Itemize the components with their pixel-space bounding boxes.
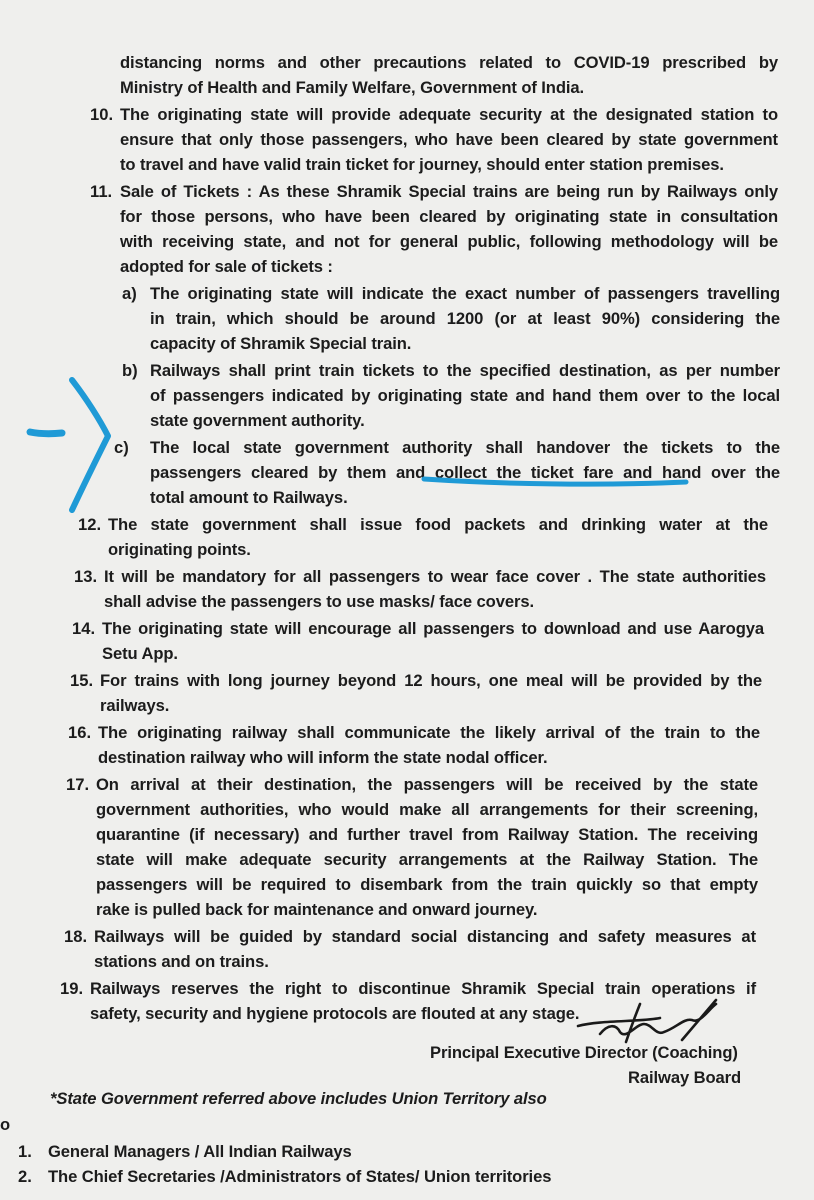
item-11-line-1-rest: As these Shramik Special trains are being run by Railways only xyxy=(252,182,778,201)
distribution-2-number: 2. xyxy=(18,1167,32,1186)
item-17-line-2: government authorities, who would make all arrangements for their screening, xyxy=(96,800,758,819)
marker-chevron xyxy=(72,380,108,510)
sub-b-line-2: of passengers indicated by originating state and hand them over to the local xyxy=(150,386,780,405)
sub-c-label: c) xyxy=(114,438,129,457)
item-12-number: 12. xyxy=(78,515,102,534)
signature-title: Principal Executive Director (Coaching) xyxy=(430,1043,738,1062)
item-17-line-4: state will make adequate security arrangements at the Railway Station. The xyxy=(96,850,758,869)
item-17-line-6: rake is pulled back for maintenance and onward journey. xyxy=(96,900,538,919)
distribution-1-text: General Managers / All Indian Railways xyxy=(48,1142,352,1161)
item-15-line-1: For trains with long journey beyond 12 hours, one meal will be provided by the xyxy=(100,671,762,690)
item-11-heading: Sale of Tickets : xyxy=(120,182,253,201)
item-12-line-2: originating points. xyxy=(108,540,251,559)
item-14-number: 14. xyxy=(72,619,96,638)
item-13-number: 13. xyxy=(74,567,98,586)
item-11-line-2: for those persons, who have been cleared by originating state in consultation xyxy=(120,207,778,226)
sub-a-line-2: in train, which should be around 1200 (or at least 90%) considering the xyxy=(150,309,780,328)
intro-line-1: distancing norms and other precautions related to COVID-19 prescribed by xyxy=(120,53,778,72)
sub-b-line-3: state government authority. xyxy=(150,411,365,430)
item-10-line-1: The originating state will provide adequate security at the designated station to xyxy=(120,105,778,124)
marker-underline xyxy=(424,479,686,484)
item-10-number: 10. xyxy=(90,105,114,124)
item-15-line-2: railways. xyxy=(100,696,170,715)
item-17-number: 17. xyxy=(66,775,90,794)
item-19-number: 19. xyxy=(60,979,84,998)
item-16-line-2: destination railway who will inform the state nodal officer. xyxy=(98,748,548,767)
item-11-line-4: adopted for sale of tickets : xyxy=(120,257,333,276)
item-19-line-2: safety, security and hygiene protocols are flouted at any stage. xyxy=(90,1004,580,1023)
marker-dash xyxy=(30,432,62,434)
item-16-number: 16. xyxy=(68,723,92,742)
sub-b-line-1: Railways shall print train tickets to the specified destination, as per number xyxy=(150,361,780,380)
item-13-line-1: It will be mandatory for all passengers to wear face cover . The state authorities xyxy=(104,567,766,586)
item-17-line-3: quarantine (if necessary) and further travel from Railway Station. The receiving xyxy=(96,825,758,844)
sub-c-line-2: passengers cleared by them and collect the ticket fare and hand over the xyxy=(150,463,780,482)
item-11-line-3: with receiving state, and not for general public, following methodology will be xyxy=(120,232,778,251)
item-13-line-2: shall advise the passengers to use masks/ face covers. xyxy=(104,592,534,611)
sub-a-label: a) xyxy=(122,284,137,303)
intro-line-2: Ministry of Health and Family Welfare, Government of India. xyxy=(120,78,585,97)
item-10-line-3: to travel and have valid train ticket for journey, should enter station premises. xyxy=(120,155,724,174)
item-14-line-2: Setu App. xyxy=(102,644,178,663)
item-10-line-2: ensure that only those passengers, who have been cleared by state government xyxy=(120,130,778,149)
sub-a-line-3: capacity of Shramik Special train. xyxy=(150,334,412,353)
item-18-line-2: stations and on trains. xyxy=(94,952,269,971)
to-mark: o xyxy=(0,1115,11,1134)
sub-b-label: b) xyxy=(122,361,138,380)
signature-org: Railway Board xyxy=(628,1068,742,1087)
item-19-line-1: Railways reserves the right to discontinue Shramik Special train operations if xyxy=(90,979,756,998)
item-18-number: 18. xyxy=(64,927,88,946)
footnote: *State Government referred above includes Union Territory also xyxy=(50,1089,547,1108)
item-17-line-1: On arrival at their destination, the passengers will be received by the state xyxy=(96,775,758,794)
item-15-number: 15. xyxy=(70,671,94,690)
item-16-line-1: The originating railway shall communicate the likely arrival of the train to the xyxy=(98,723,760,742)
item-11-number: 11. xyxy=(90,182,113,201)
distribution-1-number: 1. xyxy=(18,1142,32,1161)
item-14-line-1: The originating state will encourage all passengers to download and use Aarogya xyxy=(102,619,764,638)
item-18-line-1: Railways will be guided by standard social distancing and safety measures at xyxy=(94,927,756,946)
item-17-line-5: passengers will be required to disembark from the train quickly so that empty xyxy=(96,875,758,894)
sub-c-line-1: The local state government authority shall handover the tickets to the xyxy=(150,438,780,457)
sub-c-line-3: total amount to Railways. xyxy=(150,488,348,507)
item-12-line-1: The state government shall issue food packets and drinking water at the xyxy=(108,515,768,534)
distribution-2-text: The Chief Secretaries /Administrators of States/ Union territories xyxy=(48,1167,552,1186)
sub-a-line-1: The originating state will indicate the exact number of passengers travelling xyxy=(150,284,780,303)
